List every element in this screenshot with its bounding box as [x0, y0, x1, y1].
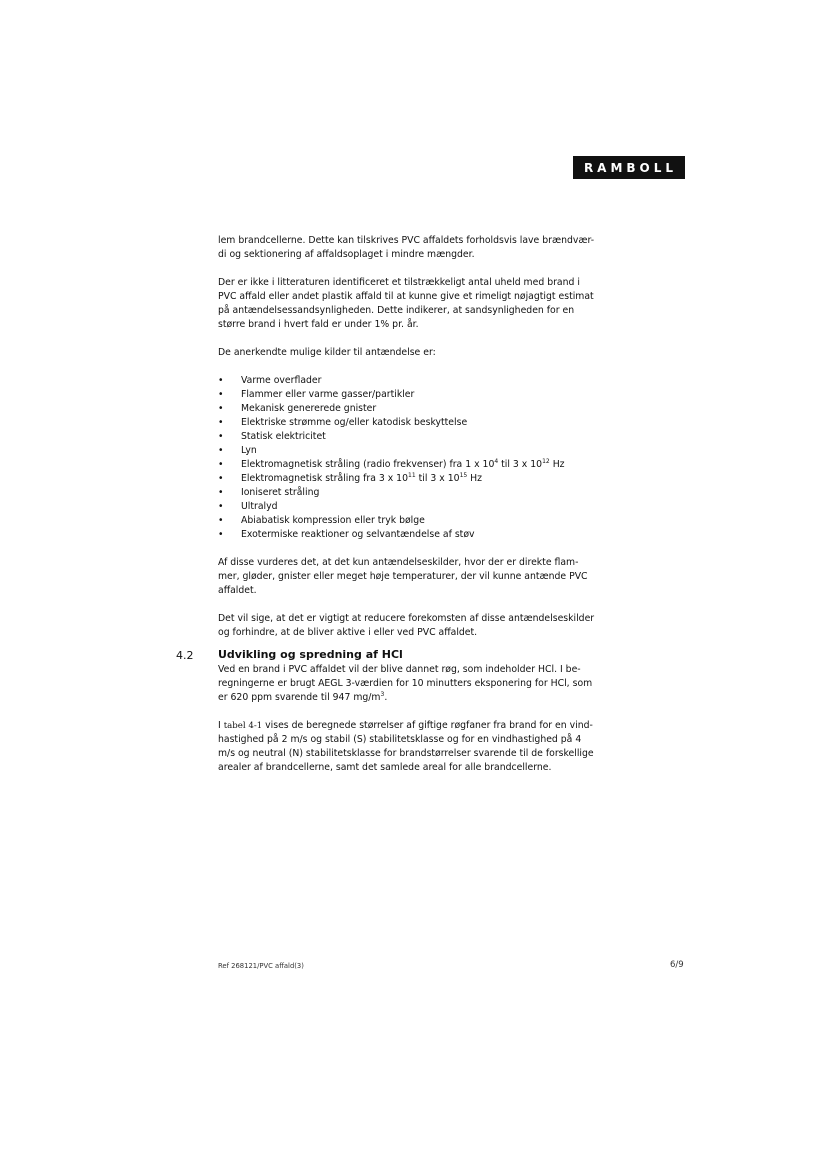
bullet-dot: • [218, 487, 224, 498]
list-item [218, 402, 620, 416]
section-paragraph-1 [218, 663, 620, 705]
section-heading: Udvikling og spredning af HCl [218, 648, 403, 661]
exponent: 4 [494, 458, 499, 465]
paragraph-3: De anerkendte mulige kilder til antændelse er: [218, 347, 436, 358]
paragraph-4 [218, 556, 620, 598]
table-reference: tabel 4-1 [223, 721, 263, 731]
bullet-dot: • [218, 417, 224, 428]
bullet-dot: • [218, 501, 224, 512]
section-paragraph-1-line-2: regningerne er brugt AEGL 3-værdien for 10 minutters eksponering for HCl, som [218, 678, 593, 689]
section-paragraph-2-line-3: m/s og neutral (N) stabilitetsklasse for brandstørrelser svarende til de forskellige [218, 748, 594, 759]
paragraph-1 [218, 234, 620, 262]
list-item-text: Ioniseret stråling [241, 487, 320, 498]
page-number: 6/9 [670, 960, 684, 970]
paragraph-2-line-4: større brand i hvert fald er under 1% pr. år. [218, 319, 419, 330]
list-item [218, 416, 620, 430]
bullet-dot: • [218, 515, 224, 526]
list-item-text: Ultralyd [241, 501, 278, 512]
footer-reference: Ref 268121/PVC affald(3) [218, 962, 304, 970]
list-item [218, 388, 620, 402]
body-text-top [218, 234, 620, 640]
list-item-text: Elektromagnetisk stråling (radio frekvenser) fra 1 x 10 [241, 459, 495, 470]
list-item [218, 472, 620, 486]
bullet-dot: • [218, 445, 224, 456]
paragraph-5 [218, 612, 620, 640]
exponent: 3 [380, 691, 385, 698]
list-item-text: Flammer eller varme gasser/partikler [241, 389, 415, 400]
list-item-text: Statisk elektricitet [241, 431, 326, 442]
exponent: 11 [408, 472, 416, 479]
section-number: 4.2 [176, 649, 194, 662]
list-item-text: Abiabatisk kompression eller tryk bølge [241, 515, 425, 526]
paragraph-2-line-3: på antændelsessandsynligheden. Dette indikerer, at sandsynligheden for en [218, 305, 575, 316]
paragraph-1-line-2: di og sektionering af affaldsoplaget i mindre mængder. [218, 249, 475, 260]
list-item [218, 500, 620, 514]
list-item-text: Hz [467, 473, 483, 484]
paragraph-4-line-2: mer, gløder, gnister eller meget høje temperaturer, der vil kunne antænde PVC [218, 571, 588, 582]
list-item-text: Varme overflader [241, 375, 322, 386]
list-item-text: til 3 x 10 [498, 459, 543, 470]
paragraph-4-line-3: affaldet. [218, 585, 257, 596]
exponent: 15 [459, 472, 468, 479]
section-paragraph-2-line-1-start: I [218, 720, 224, 731]
section-paragraph-2-line-2: hastighed på 2 m/s og stabil (S) stabilitetsklasse og for en vindhastighed på 4 [218, 734, 582, 745]
list-item [218, 458, 620, 472]
bullet-dot: • [218, 431, 224, 442]
section-paragraph-1-line-3-end: . [384, 692, 388, 703]
section-paragraph-2-line-4: arealer af brandcellerne, samt det samlede areal for alle brandcellerne. [218, 762, 552, 773]
list-item [218, 374, 620, 388]
list-item [218, 444, 620, 458]
list-item-text: Lyn [241, 445, 257, 456]
section-paragraph-1-line-3: er 620 ppm svarende til 947 mg/m [218, 692, 381, 703]
list-item [218, 430, 620, 444]
bullet-dot: • [218, 473, 224, 484]
paragraph-5-line-2: og forhindre, at de bliver aktive i eller ved PVC affaldet. [218, 627, 478, 638]
section-paragraph-2-line-1: vises de beregnede størrelser af giftige røgfaner fra brand for en vind- [262, 720, 593, 731]
list-item-text: Hz [549, 459, 565, 470]
bullet-dot: • [218, 529, 224, 540]
bullet-dot: • [218, 403, 224, 414]
list-item-text: til 3 x 10 [415, 473, 460, 484]
list-item [218, 486, 620, 500]
section-body [218, 663, 620, 775]
bullet-dot: • [218, 389, 224, 400]
bullet-dot: • [218, 459, 224, 470]
logo-text: RAMBOLL [583, 160, 678, 175]
list-item-text: Elektromagnetisk stråling fra 3 x 10 [241, 473, 409, 484]
list-item-text: Elektriske strømme og/eller katodisk beskyttelse [241, 417, 468, 428]
ramboll-logo [573, 156, 685, 179]
bullet-dot: • [218, 375, 224, 386]
paragraph-5-line-1: Det vil sige, at det er vigtigt at reducere forekomsten af disse antændelseskilder [218, 613, 595, 624]
paragraph-4-line-1: Af disse vurderes det, at det kun antændelseskilder, hvor der er direkte flam- [218, 557, 579, 568]
section-paragraph-1-line-1: Ved en brand i PVC affaldet vil der blive dannet røg, som indeholder HCl. I be- [218, 664, 581, 675]
list-item-text: Exotermiske reaktioner og selvantændelse af støv [241, 529, 475, 540]
paragraph-2-line-1: Der er ikke i litteraturen identificeret et tilstrækkeligt antal uheld med brand i [218, 277, 580, 288]
list-item [218, 528, 620, 542]
paragraph-2-line-2: PVC affald eller andet plastik affald til at kunne give et rimeligt nøjagtigt estimat [218, 291, 594, 302]
list-item-text: Mekanisk genererede gnister [241, 403, 377, 414]
list-item [218, 514, 620, 528]
paragraph-1-line-1: lem brandcellerne. Dette kan tilskrives PVC affaldets forholdsvis lave brændvær- [218, 235, 595, 246]
paragraph-2 [218, 276, 620, 332]
section-paragraph-2 [218, 719, 620, 775]
exponent: 12 [542, 458, 550, 465]
ignition-sources-list [218, 374, 620, 542]
